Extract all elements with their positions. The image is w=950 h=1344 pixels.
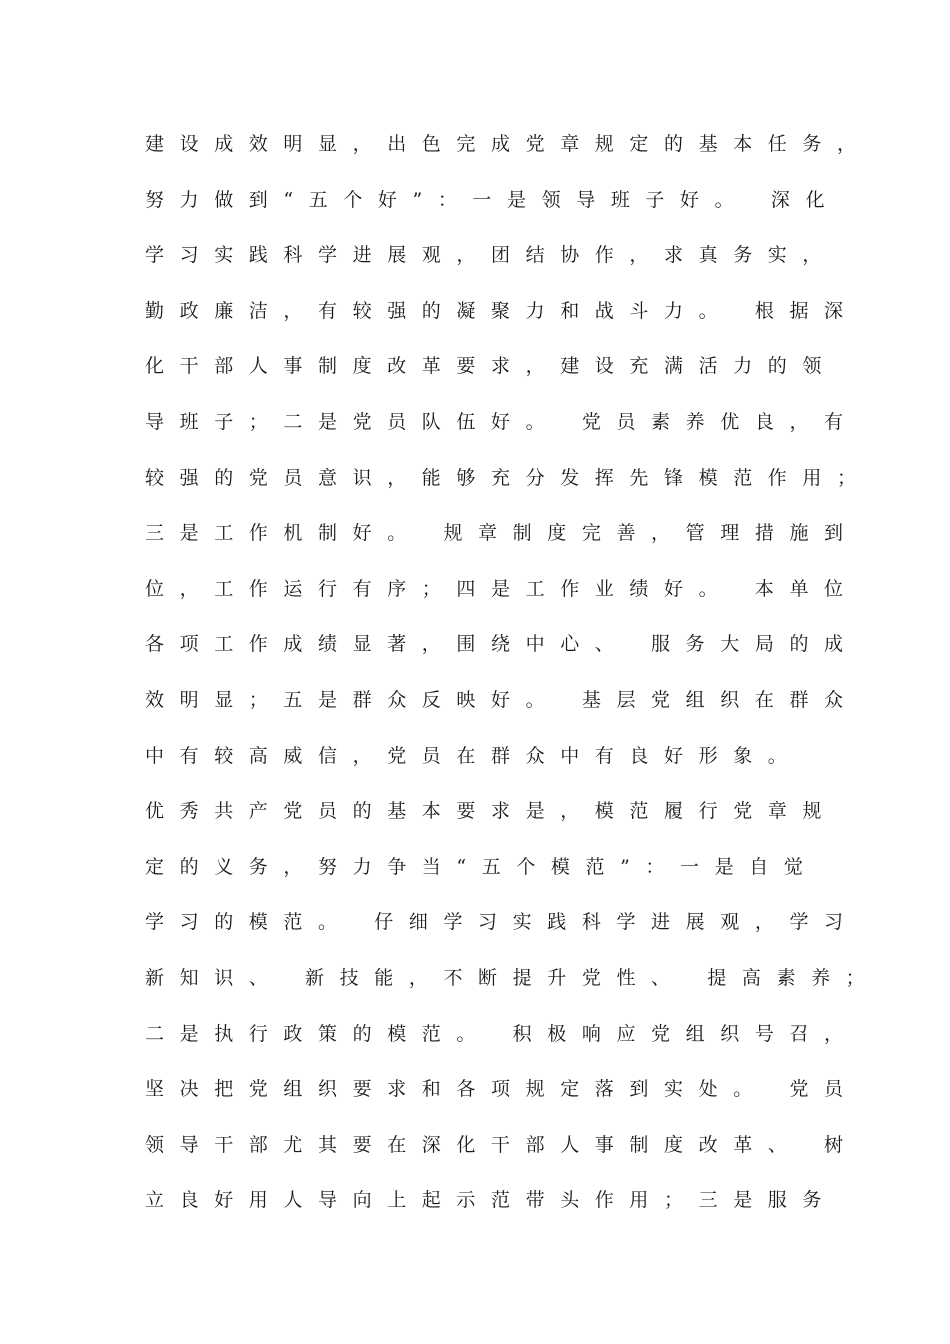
text-line: 坚决把党组织要求和各项规定落到实处。 党员 — [145, 1078, 859, 1101]
text-line: 新知识、 新技能，不断提升党性、 提高素养； — [145, 966, 881, 989]
body-text — [145, 126, 881, 1238]
text-line: 领导干部尤其要在深化干部人事制度改革、 树 — [145, 1133, 859, 1156]
text-line: 各项工作成绩显著，围绕中心、 服务大局的成 — [145, 633, 859, 656]
text-line: 勤政廉洁，有较强的凝聚力和战斗力。 根据深 — [145, 299, 859, 322]
text-line: 努力做到“五个好”：一是领导班子好。 深化 — [145, 188, 841, 211]
text-line: 学习的模范。 仔细学习实践科学进展观，学习 — [145, 911, 859, 934]
text-line: 较强的党员意识，能够充分发挥先锋模范作用； — [145, 466, 872, 489]
text-line: 立良好用人导向上起示范带头作用；三是服务 — [145, 1189, 838, 1212]
text-line: 位，工作运行有序；四是工作业绩好。 本单位 — [145, 577, 859, 600]
text-line: 学习实践科学进展观，团结协作，求真务实， — [145, 244, 838, 267]
text-line: 定的义务，努力争当“五个模范”：一是自觉 — [145, 855, 819, 878]
text-line: 建设成效明显，出色完成党章规定的基本任务， — [145, 133, 872, 155]
text-line: 三是工作机制好。 规章制度完善，管理措施到 — [145, 522, 859, 545]
text-line: 优秀共产党员的基本要求是，模范履行党章规 — [145, 800, 838, 823]
text-line: 导班子；二是党员队伍好。 党员素养优良，有 — [145, 410, 859, 433]
text-line: 效明显；五是群众反映好。 基层党组织在群众 — [145, 688, 859, 711]
text-line: 化干部人事制度改革要求，建设充满活力的领 — [145, 355, 838, 378]
text-line: 二是执行政策的模范。 积极响应党组织号召， — [145, 1022, 859, 1045]
text-line: 中有较高威信，党员在群众中有良好形象。 — [145, 744, 803, 767]
